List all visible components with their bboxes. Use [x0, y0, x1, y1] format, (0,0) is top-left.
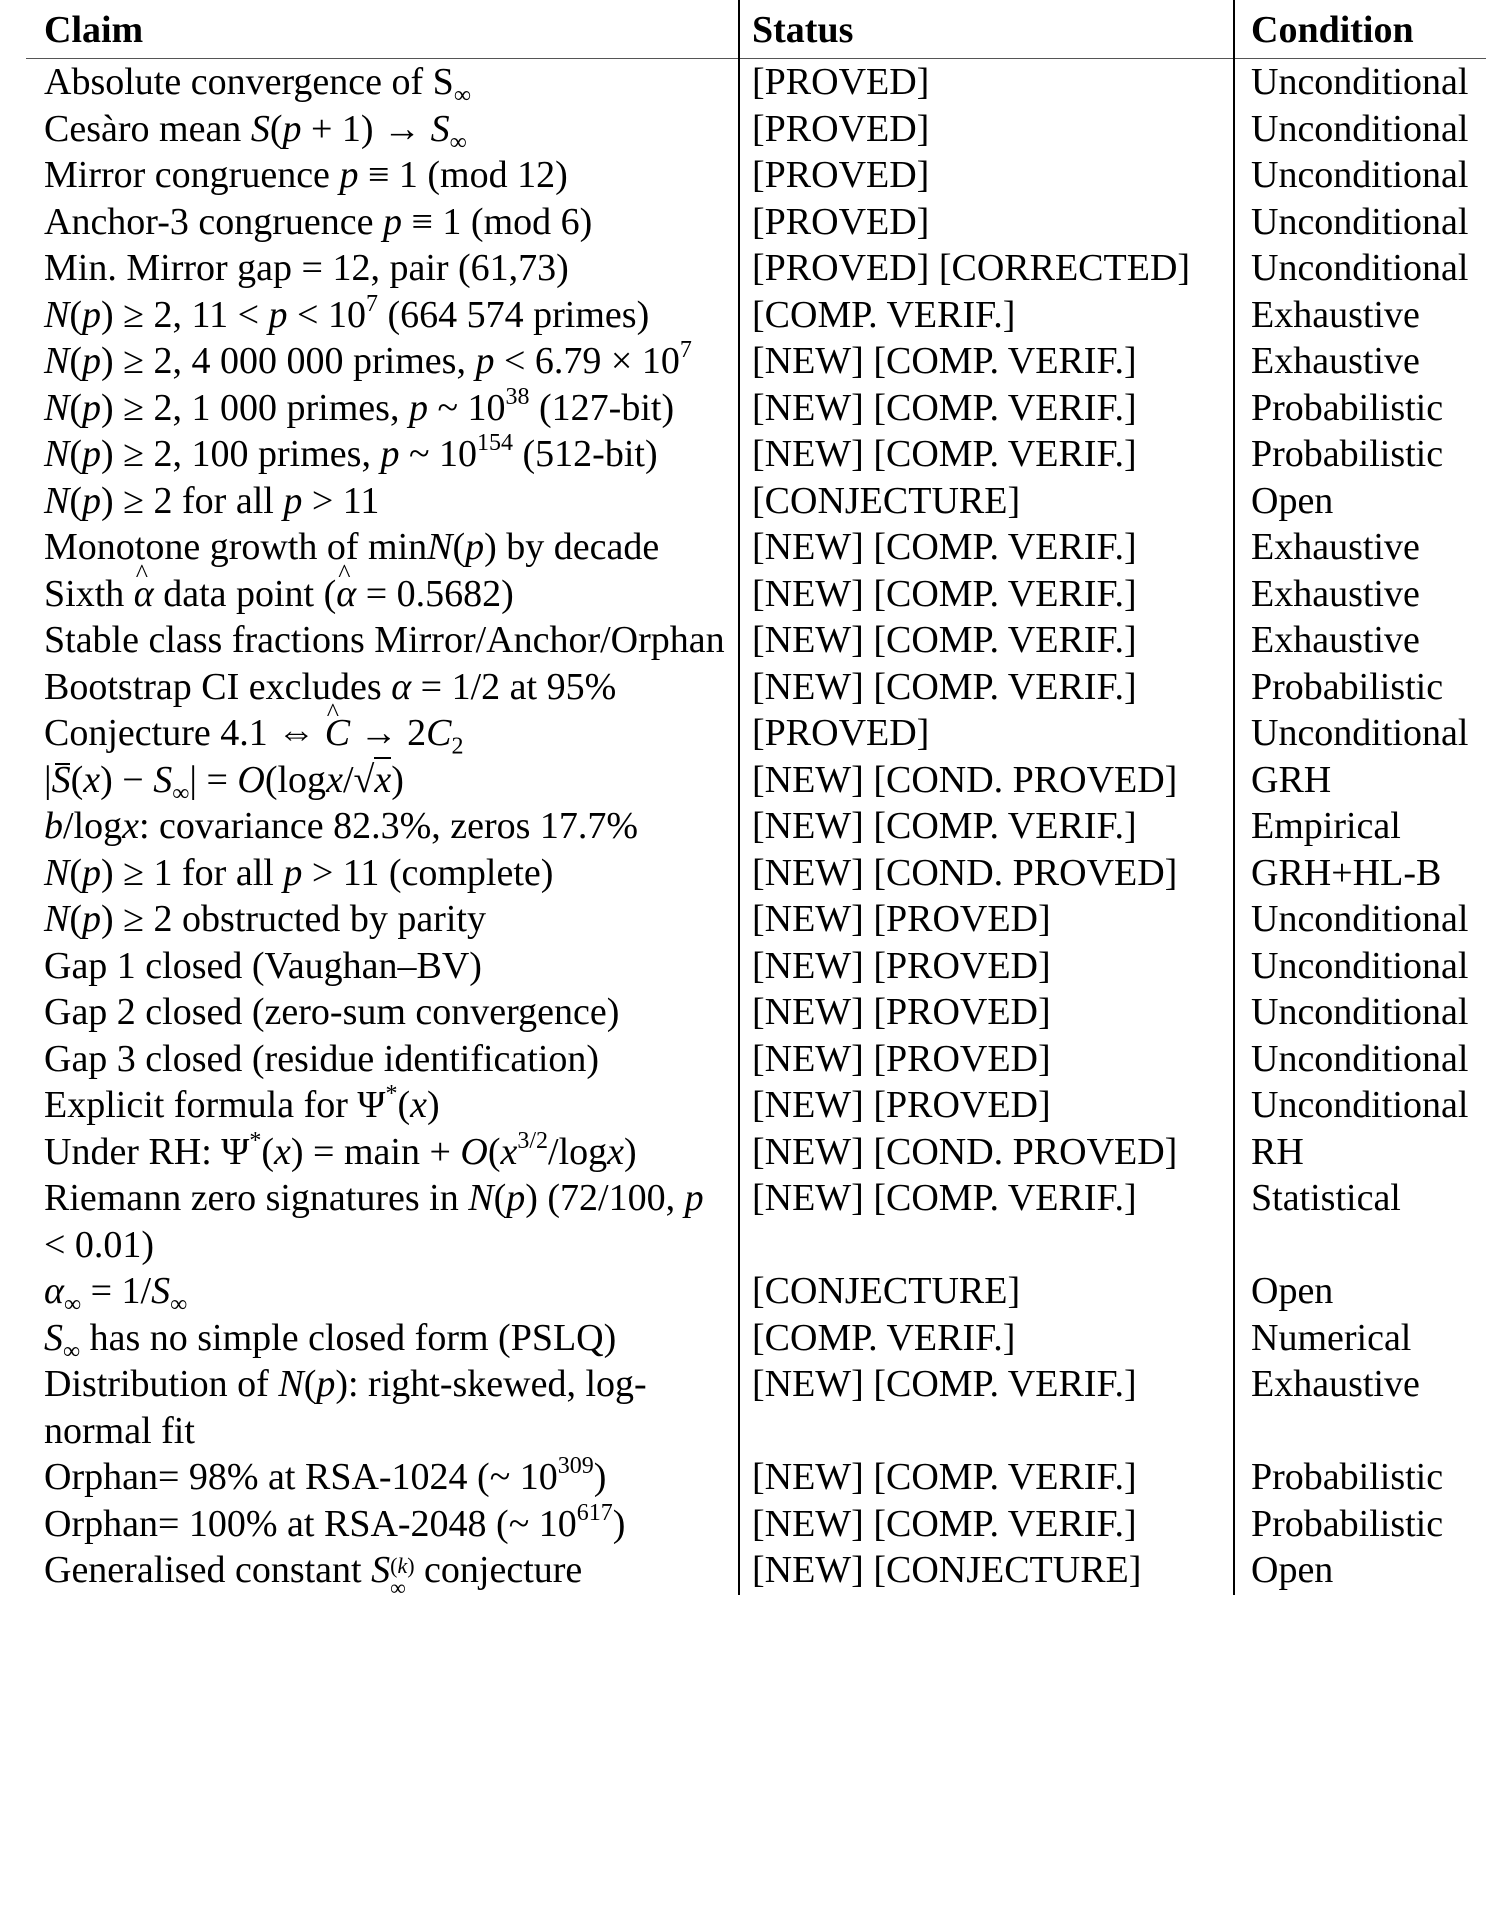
- table-row: [26, 152, 1486, 199]
- table-row: [26, 1547, 1486, 1595]
- status-cell: [COMP. VERIF.]: [739, 292, 1234, 339]
- table-row: [26, 385, 1486, 432]
- claim-cell: Cesàro mean $S(p + 1) \to S_\infty$: [44, 107, 467, 156]
- condition-cell: Numerical: [1234, 1315, 1486, 1362]
- claim-cell: Stable class fractions Mirror/Anchor/Orphan: [44, 619, 725, 661]
- status-cell: [PROVED]: [739, 59, 1234, 106]
- condition-cell: Unconditional: [1234, 943, 1486, 990]
- status-cell: [NEW] [COND. PROVED]: [739, 850, 1234, 897]
- condition-cell: GRH: [1234, 757, 1486, 804]
- status-cell: [NEW] [COMP. VERIF.]: [739, 385, 1234, 432]
- table-row: [26, 989, 1486, 1036]
- condition-cell: Exhaustive: [1234, 292, 1486, 339]
- table-row: [26, 664, 1486, 711]
- condition-cell: Unconditional: [1234, 199, 1486, 246]
- table-row: [26, 1454, 1486, 1501]
- status-cell: [NEW] [COMP. VERIF.]: [739, 571, 1234, 618]
- claim-cell: Sixth ^ α data point (^ α = 0.5682): [26, 571, 739, 618]
- status-cell: [PROVED]: [739, 152, 1234, 199]
- table-body: [26, 59, 1486, 1601]
- condition-cell: Open: [1234, 478, 1486, 525]
- status-cell: [NEW] [CONJECTURE]: [739, 1547, 1234, 1595]
- condition-cell: GRH+HL-B: [1234, 850, 1486, 897]
- claim-cell: N(p) ≥ 1 for all p > 11 (complete): [44, 851, 554, 894]
- table-row: [26, 292, 1486, 339]
- claims-table-container: [26, 0, 1486, 1601]
- condition-cell: Probabilistic: [1234, 431, 1486, 478]
- status-cell: [PROVED]: [739, 106, 1234, 153]
- status-cell: [NEW] [COMP. VERIF.]: [739, 524, 1234, 571]
- table-row: [26, 199, 1486, 246]
- condition-cell: Exhaustive: [1234, 1361, 1486, 1454]
- claim-cell: N(p) ≥ 2, 4 000 000 primes, $p < 6.79 \times 10^7$: [44, 337, 692, 382]
- status-cell: [CONJECTURE]: [739, 1268, 1234, 1315]
- condition-cell: Unconditional: [1234, 1036, 1486, 1083]
- claim-cell: Orphan= 98% at RSA-1024 (~ $10^{309}$): [44, 1453, 607, 1498]
- table-row: [26, 1082, 1486, 1129]
- condition-cell: Probabilistic: [1234, 1501, 1486, 1548]
- status-cell: [NEW] [COMP. VERIF.]: [739, 1361, 1234, 1454]
- claim-cell: b/logx: covariance 82.3%, zeros 17.7%: [44, 805, 639, 847]
- condition-cell: Unconditional: [1234, 989, 1486, 1036]
- table-row: [26, 245, 1486, 292]
- table-row: [26, 1175, 1486, 1268]
- status-cell: [NEW] [COMP. VERIF.]: [739, 803, 1234, 850]
- header-row: [26, 0, 1486, 59]
- table-row: [26, 757, 1486, 804]
- claim-cell: N(p) ≥ 2, 1 000 primes, p ~ $10^{38}$ (127-bit): [44, 383, 675, 429]
- status-cell: [PROVED] [CORRECTED]: [739, 245, 1234, 292]
- table-row: [26, 1361, 1486, 1454]
- status-cell: [NEW] [PROVED]: [739, 1036, 1234, 1083]
- header-condition: Condition: [1234, 0, 1486, 59]
- claim-cell: Min. Mirror gap = 12, pair (61,73): [44, 247, 569, 289]
- claim-cell: N(p) ≥ 2, $11 < p < 10^7$ (664 574 primes): [44, 290, 650, 336]
- table-row: [26, 617, 1486, 664]
- table-row: [26, 1315, 1486, 1362]
- table-row: [26, 106, 1486, 153]
- claim-cell: Explicit formula for Ψ*(x): [44, 1081, 440, 1126]
- claim-cell: Bootstrap CI excludes α = 1/2 at 95%: [44, 665, 617, 708]
- claim-cell: Mirror congruence p ≡ 1 (mod 12): [44, 154, 568, 196]
- claim-cell: Gap 3 closed (residue identification): [44, 1037, 600, 1080]
- claim-cell: Riemann zero signatures in N(p) (72/100, p < 0.01): [44, 1177, 704, 1266]
- condition-cell: Unconditional: [1234, 59, 1486, 106]
- condition-cell: Unconditional: [1234, 896, 1486, 943]
- table-row: [26, 59, 1486, 106]
- status-cell: [PROVED]: [739, 199, 1234, 246]
- table-row: [26, 896, 1486, 943]
- table-row: [26, 1129, 1486, 1176]
- status-cell: [NEW] [COND. PROVED]: [739, 1129, 1234, 1176]
- claim-cell: Orphan= 100% at RSA-2048 (~ $10^{617}$): [44, 1499, 626, 1545]
- status-cell: [NEW] [COMP. VERIF.]: [739, 664, 1234, 711]
- status-cell: [NEW] [PROVED]: [739, 896, 1234, 943]
- status-cell: [NEW] [COMP. VERIF.]: [739, 338, 1234, 385]
- status-cell: [NEW] [COND. PROVED]: [739, 757, 1234, 804]
- status-cell: [NEW] [COMP. VERIF.]: [739, 617, 1234, 664]
- table-row: [26, 1268, 1486, 1315]
- table-row: [26, 803, 1486, 850]
- condition-cell: Unconditional: [1234, 106, 1486, 153]
- claim-cell: Under RH: Ψ*(x) = main + $O(x^{3/2}/\log x)$: [44, 1127, 637, 1173]
- table-row: [26, 1036, 1486, 1083]
- claim-cell: Conjecture 4.1 ⇔ ^ $C \to 2C_2$: [26, 710, 739, 757]
- condition-cell: Exhaustive: [1234, 338, 1486, 385]
- condition-cell: Unconditional: [1234, 245, 1486, 292]
- status-cell: [CONJECTURE]: [739, 478, 1234, 525]
- table-row: [26, 850, 1486, 897]
- claim-cell: N(p) ≥ 2 for all p > 11: [44, 479, 380, 522]
- claim-cell: N(p) ≥ 2 obstructed by parity: [44, 898, 486, 940]
- status-cell: [COMP. VERIF.]: [739, 1315, 1234, 1362]
- condition-cell: Unconditional: [1234, 1082, 1486, 1129]
- claim-cell: Distribution of N(p): right-skewed, log-normal fit: [44, 1363, 647, 1452]
- condition-cell: Statistical: [1234, 1175, 1486, 1268]
- condition-cell: Probabilistic: [1234, 664, 1486, 711]
- status-cell: [NEW] [COMP. VERIF.]: [739, 1454, 1234, 1501]
- condition-cell: Unconditional: [1234, 152, 1486, 199]
- claim-cell: Gap 1 closed (Vaughan–BV): [44, 944, 482, 987]
- condition-cell: Exhaustive: [1234, 617, 1486, 664]
- table-row: [26, 431, 1486, 478]
- header-claim: Claim: [26, 0, 739, 59]
- table-row: [26, 524, 1486, 571]
- condition-cell: Unconditional: [1234, 710, 1486, 757]
- condition-cell: Open: [1234, 1268, 1486, 1315]
- claim-cell: $|S(x) - S_\infty| = O(\log x/√x)$: [44, 758, 404, 807]
- table-row: [26, 338, 1486, 385]
- status-cell: [NEW] [COMP. VERIF.]: [739, 1501, 1234, 1548]
- condition-cell: Open: [1234, 1547, 1486, 1595]
- condition-cell: Probabilistic: [1234, 385, 1486, 432]
- status-cell: [NEW] [COMP. VERIF.]: [739, 431, 1234, 478]
- condition-cell: RH: [1234, 1129, 1486, 1176]
- claim-cell: Gap 2 closed (zero-sum convergence): [44, 991, 620, 1033]
- claim-cell: Generalised constant S (k) ∞ conjecture: [44, 1549, 583, 1601]
- condition-cell: Exhaustive: [1234, 524, 1486, 571]
- claim-cell: Anchor-3 congruence p ≡ 1 (mod 6): [44, 200, 593, 243]
- status-cell: [NEW] [PROVED]: [739, 943, 1234, 990]
- table-row: [26, 943, 1486, 990]
- claim-cell: Absolute convergence of $S_\infty$: [44, 61, 471, 109]
- condition-cell: Empirical: [1234, 803, 1486, 850]
- status-cell: [NEW] [PROVED]: [739, 989, 1234, 1036]
- table-row: [26, 571, 1486, 618]
- claim-cell: $\alpha_\infty = 1/S_\infty$: [44, 1270, 188, 1318]
- status-cell: [NEW] [PROVED]: [739, 1082, 1234, 1129]
- condition-cell: Exhaustive: [1234, 571, 1486, 618]
- claims-status-table: [26, 0, 1486, 1601]
- claim-cell: N(p) ≥ 2, 100 primes, p ~ $10^{154}$ (512-bit): [44, 430, 658, 475]
- status-cell: [NEW] [COMP. VERIF.]: [739, 1175, 1234, 1268]
- table-row: [26, 1501, 1486, 1548]
- table-row: [26, 710, 1486, 757]
- claim-cell: $S_\infty$ has no simple closed form (PSLQ): [44, 1316, 617, 1365]
- status-cell: [PROVED]: [739, 710, 1234, 757]
- table-row: [26, 478, 1486, 525]
- condition-cell: Probabilistic: [1234, 1454, 1486, 1501]
- claim-cell: Monotone growth of minN(p) by decade: [44, 526, 660, 568]
- header-status: Status: [739, 0, 1234, 59]
